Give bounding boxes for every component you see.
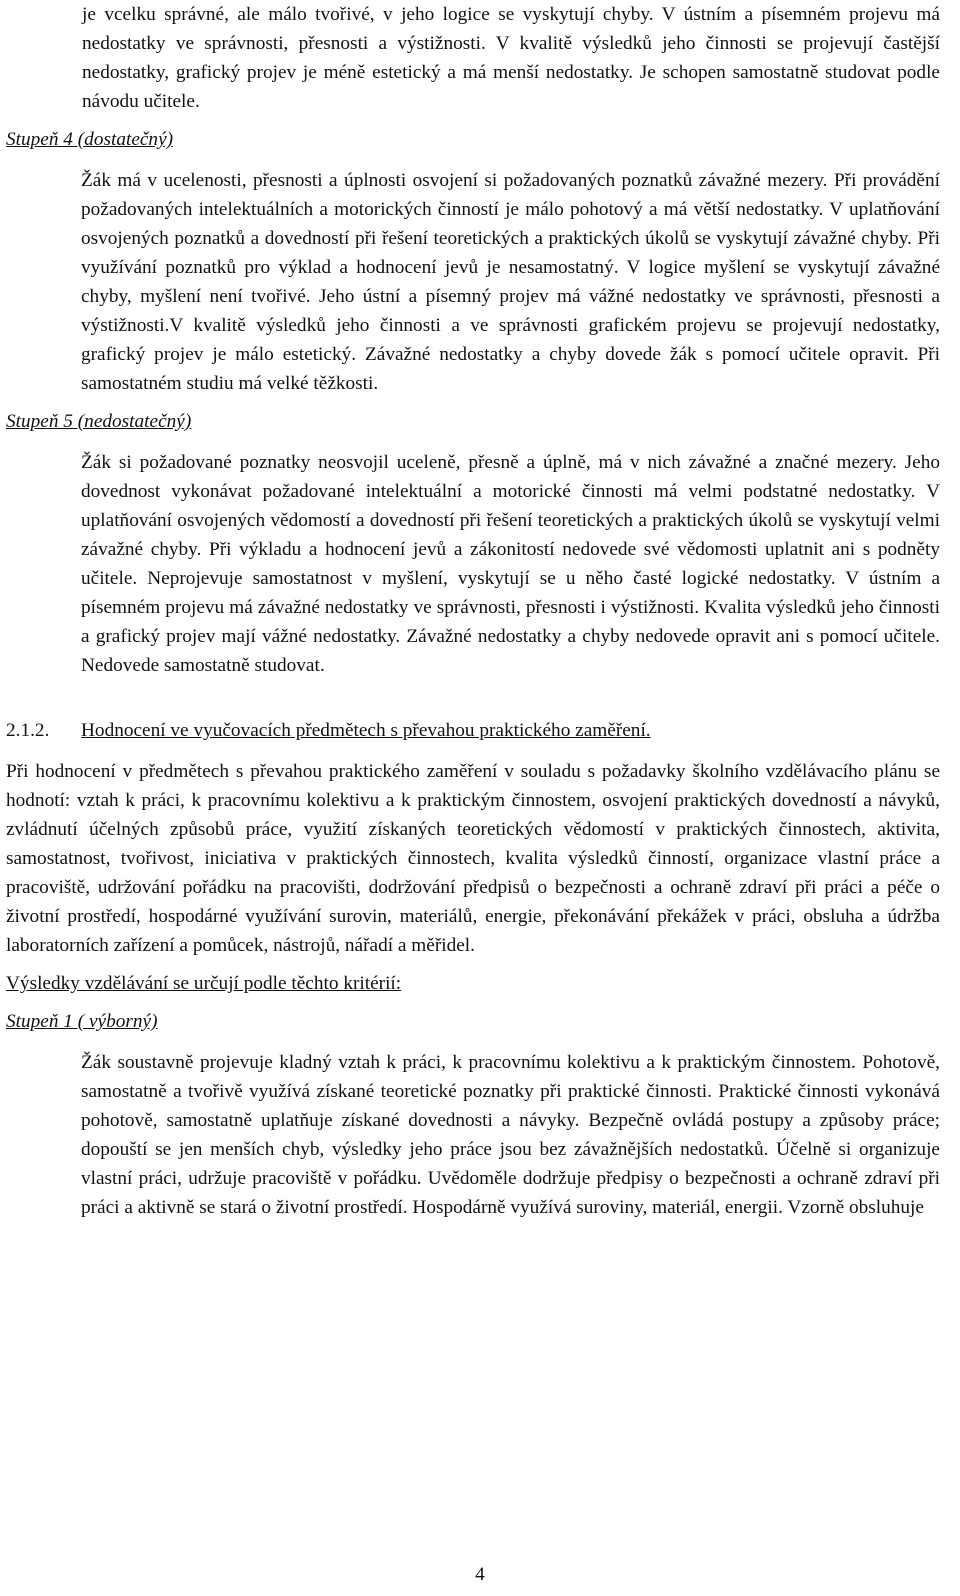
grade5-heading: Stupeň 5 (nedostatečný) <box>6 411 192 432</box>
criteria-heading: Výsledky vzdělávání se určují podle těchto kritérií: <box>6 973 402 994</box>
section-number: 2.1.2. <box>6 720 50 741</box>
grade4-heading: Stupeň 4 (dostatečný) <box>6 129 174 150</box>
intro-paragraph: je vcelku správné, ale málo tvořivé, v jeho logice se vyskytují chyby. V ústním a písemném projevu má nedostatky ve správnosti, přesnosti a výstižnosti. V kvalitě výsledků jeho činnosti se projevují častější nedostatky, grafický projev je méně estetický a má menší nedostatky. Je schopen samostatně studovat podle návodu učitele. <box>82 4 940 112</box>
grade1-heading: Stupeň 1 ( výborný) <box>6 1011 158 1032</box>
grade5-text: Žák si požadované poznatky neosvojil uceleně, přesně a úplně, má v nich závažné a značné mezery. Jeho dovednost vykonávat požadované intelektuální a motorické činnosti má velmi podstatné nedostatky. V uplatňování osvojených vědomostí a dovedností při řešení teoretických a praktických úkolů se vyskytují velmi závažné chyby. Při výkladu a hodnocení jevů a zákonitostí nedovede své vědomosti uplatnit ani s podněty učitele. Neprojevuje samostatnost v myšlení, vyskytují se u něho časté logické nedostatky. V ústním a písemném projevu má závažné nedostatky ve správnosti, přesnosti i výstižnosti. Kvalita výsledků jeho činnosti a grafický projev mají vážné nedostatky. Závažné nedostatky a chyby nedovede opravit ani s pomocí učitele. Nedovede samostatně studovat. <box>81 452 940 676</box>
grade4-text: Žák má v ucelenosti, přesnosti a úplnosti osvojení si požadovaných poznatků závažné mezery. Při provádění požadovaných intelektuálních a motorických činností je málo pohotový a má větší nedostatky. V uplatňování osvojených poznatků a dovedností při řešení teoretických a praktických úkolů se vyskytují závažné chyby. Při využívání poznatků pro výklad a hodnocení jevů je nesamostatný. V logice myšlení se vyskytují závažné chyby, myšlení není tvořivé. Jeho ústní a písemný projev má vážné nedostatky ve správnosti, přesnosti a výstižnosti.V kvalitě výsledků jeho činnosti a ve správnosti grafickém projevu se projevují nedostatky, grafický projev je málo estetický. Závažné nedostatky a chyby dovede žák s pomocí učitele opravit. Při samostatném studiu má velké těžkosti. <box>81 170 940 394</box>
page-number: 4 <box>475 1564 485 1585</box>
grade1-text: Žák soustavně projevuje kladný vztah k práci, k pracovnímu kolektivu a k praktickým činnostem. Pohotově, samostatně a tvořivě využívá získané teoretické poznatky při praktické činnosti. Praktické činnosti vykonává pohotově, samostatně uplatňuje získané dovednosti a návyky. Bezpečně ovládá postupy a způsoby práce; dopouští se jen menších chyb, výsledky jeho práce jsou bez závažnějších nedostatků. Účelně si organizuje vlastní práci, udržuje pracoviště v pořádku. Uvědoměle dodržuje předpisy o bezpečnosti a ochraně zdraví při práci a aktivně se stará o životní prostředí. Hospodárně využívá suroviny, materiál, energii. Vzorně obsluhuje <box>81 1052 940 1218</box>
section-title <box>6 716 940 745</box>
section-title-text: Hodnocení ve vyučovacích předmětech s převahou praktického zaměření. <box>81 720 651 741</box>
section-paragraph: Při hodnocení v předmětech s převahou praktického zaměření v souladu s požadavky školního vzdělávacího plánu se hodnotí: vztah k práci, k pracovnímu kolektivu a k praktickým činnostem, osvojení praktických dovedností a návyků, zvládnutí účelných způsobů práce, využití získaných teoretických vědomostí v praktických činnostech, aktivita, samostatnost, tvořivost, iniciativa v praktických činnostech, kvalita výsledků činností, organizace vlastní práce a pracoviště, udržování pořádku na pracovišti, dodržování předpisů o bezpečnosti a ochraně zdraví při práci a péče o životní prostředí, hospodárné využívání surovin, materiálů, energie, překonávání překážek v práci, obsluha a údržba laboratorních zařízení a pomůcek, nástrojů, nářadí a měřidel. <box>6 761 940 956</box>
